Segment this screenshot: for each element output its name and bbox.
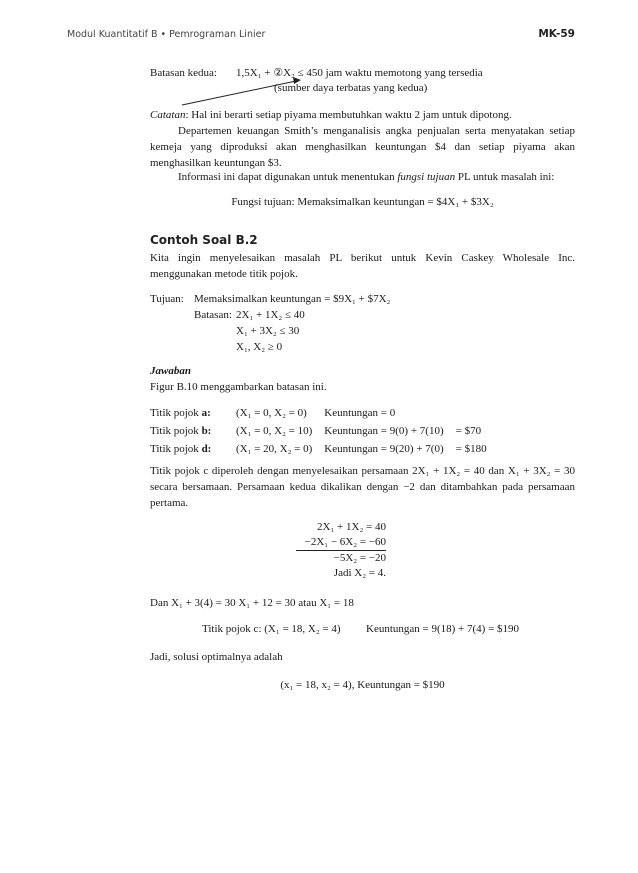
answer-heading: Jawaban	[150, 365, 191, 377]
optimal-solution: (x₁ = 18, x₂ = 4), Keuntungan = $190	[280, 679, 445, 691]
problem-objective: Tujuan: Memaksimalkan keuntungan = $9X₁ + $7X₂	[150, 293, 391, 305]
elimination-paragraph: Titik pojok c diperoleh dengan menyelesaikan persamaan 2X₁ + 1X₂ = 40 dan X₁ + 3X₂ = 30 secara bersamaan. Persamaan kedua dikalikan dengan −2 dan ditambahkan pada persamaan pertama.	[150, 465, 575, 509]
substitution-line: Dan X₁ + 3(4) = 30 X₁ + 12 = 30 atau X₁ = 18	[150, 597, 354, 609]
table-row: Titik pojok a: (X₁ = 0, X₂ = 0) Keuntungan = 0	[150, 407, 396, 419]
intro-paragraph: Kita ingin menyelesaikan masalah PL berikut untuk Kevin Caskey Wholesale Inc. menggunakan metode titik pojok.	[150, 252, 575, 280]
catatan-label: Catatan	[150, 109, 186, 121]
catatan-paragraph: Catatan: Hal ini berarti setiap piyama membutuhkan waktu 2 jam untuk dipotong.	[150, 109, 512, 121]
info-paragraph: Informasi ini dapat digunakan untuk menentukan fungsi tujuan PL untuk masalah ini:	[178, 171, 555, 183]
constraint-label: Batasan kedua:	[150, 67, 217, 79]
elimination-steps: 2X₁ + 1X₂ = 40 −2X₁ − 6X₂ = −60 −5X₂ = −20 Jadi X₂ = 4.	[296, 520, 386, 581]
conclusion-text: Jadi, solusi optimalnya adalah	[150, 651, 283, 663]
section-heading: Contoh Soal B.2	[150, 233, 258, 247]
running-title: Modul Kuantitatif B • Pemrograman Linier	[67, 29, 266, 40]
corner-point-c: Titik pojok c: (X₁ = 18, X₂ = 4) Keuntungan = 9(18) + 7(4) = $190	[202, 623, 520, 635]
problem-constraint-3: X₁, X₂ ≥ 0	[236, 341, 283, 353]
constraint-note: (sumber daya terbatas yang kedua)	[274, 82, 428, 94]
corner-points-table	[150, 406, 575, 460]
problem-constraint-2: X₁ + 3X₂ ≤ 30	[236, 325, 300, 337]
figure-reference: Figur B.10 menggambarkan batasan ini.	[150, 381, 327, 393]
table-row: Titik pojok d: (X₁ = 20, X₂ = 0) Keuntungan = 9(20) + 7(0) = $180	[150, 442, 487, 455]
constraint-expression: 1,5X₁ + ②X₂ ≤ 450 jam waktu memotong yang tersedia	[236, 67, 483, 79]
profit-paragraph: Departemen keuangan Smith’s menganalisis angka penjualan serta menyatakan setiap kemeja yang diproduksi akan menghasilkan keuntungan $4 dan setiap piyama akan menghasilkan keuntungan $3.	[150, 125, 575, 169]
problem-constraint-1: Batasan: 2X₁ + 1X₂ ≤ 40	[194, 309, 305, 321]
objective-function: Fungsi tujuan: Memaksimalkan keuntungan = $4X₁ + $3X₂	[231, 196, 494, 208]
table-row: Titik pojok b: (X₁ = 0, X₂ = 10) Keuntungan = 9(0) + 7(10) = $70	[150, 424, 482, 437]
page-number: MK-59	[538, 28, 575, 40]
